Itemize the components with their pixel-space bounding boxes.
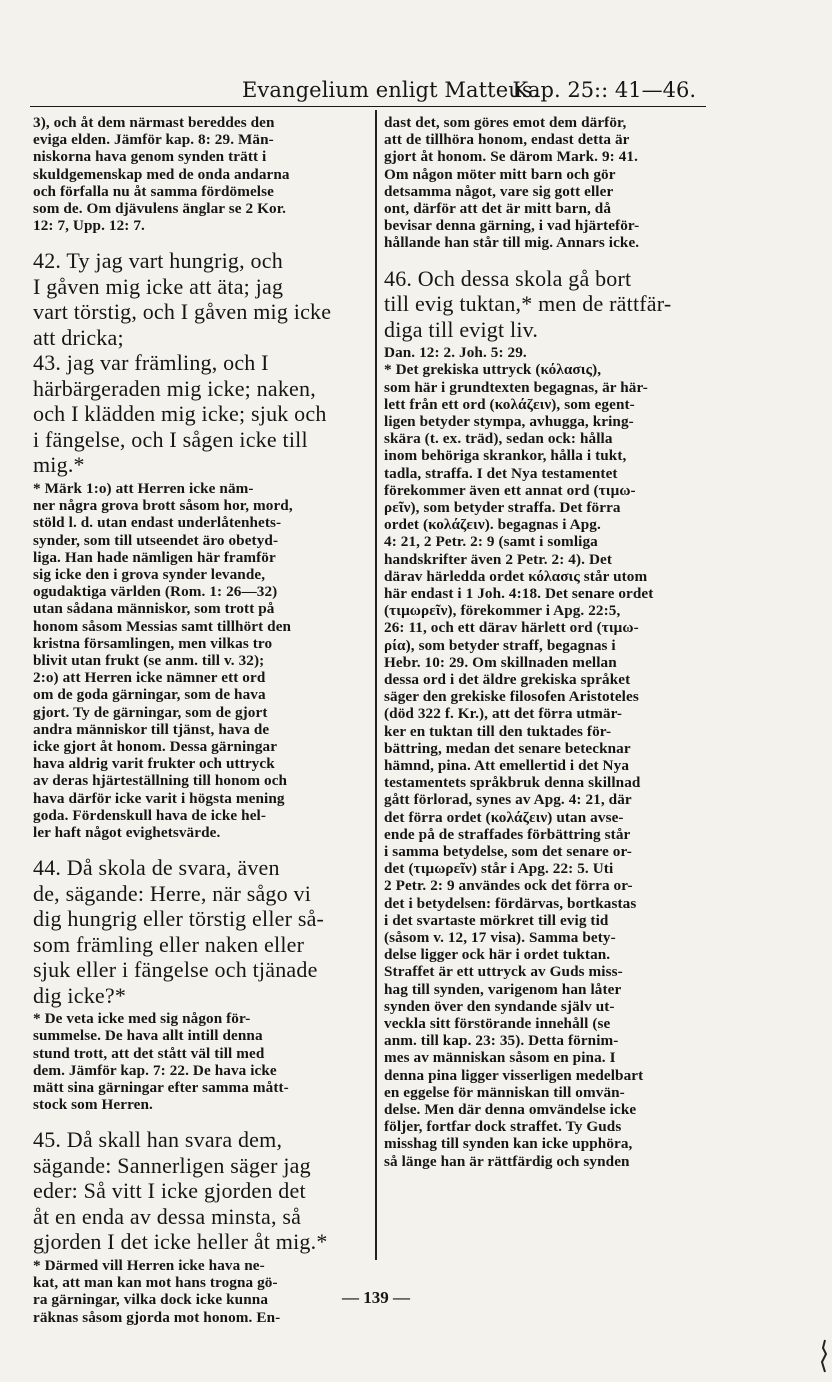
commentary-line: en eggelse för människan till omvän-	[384, 1083, 625, 1101]
commentary-line: utan sådana människor, som trott på	[33, 600, 275, 618]
commentary-line: ρεῖν), som betyder straffa. Det förra	[384, 498, 621, 516]
commentary-line: stock som Herren.	[33, 1096, 153, 1114]
commentary-line: hag till synden, varigenom han låter	[384, 980, 622, 998]
commentary-line: delse ligger ock här i ordet tuktan.	[384, 946, 611, 964]
commentary-line: tadla, straffa. I det Nya testamentet	[384, 464, 618, 482]
commentary-line: Hebr. 10: 29. Om skillnaden mellan	[384, 653, 617, 671]
commentary-line: ogudaktiga världen (Rom. 1: 26—32)	[33, 583, 278, 601]
commentary-line: liga. Han hade nämligen här framför	[33, 548, 276, 566]
commentary-line: niskorna hava genom synden trätt i	[33, 148, 267, 166]
commentary-line: därav härledda ordet κόλασις står utom	[384, 567, 648, 585]
commentary-line: anm. till kap. 23: 35). Detta förnim-	[384, 1032, 619, 1050]
verse-line: I gåven mig icke att äta; jag	[33, 273, 284, 299]
commentary-line: * Därmed vill Herren icke hava ne-	[33, 1256, 265, 1274]
commentary-line: ende på de straffades förbättring står	[384, 825, 631, 843]
commentary-line: ligen betyder stympa, avhugga, kring-	[384, 412, 634, 430]
commentary-line: skära (t. ex. träd), sedan ock: hålla	[384, 430, 613, 448]
commentary-line: 2 Petr. 2: 9 användes ock det förra or-	[384, 877, 633, 895]
commentary-line: 3), och åt dem närmast bereddes den	[33, 114, 275, 131]
commentary-line: hava därför icke varit i högsta mening	[33, 789, 285, 807]
commentary-line: förekommer även ett annat ord (τιμω-	[384, 481, 636, 499]
commentary-line: misshag till synden kan icke upphöra,	[384, 1135, 633, 1153]
commentary-line: testamentets språkbruk denna skillnad	[384, 774, 641, 792]
commentary-line: 2:o) att Herren icke nämner ett ord	[33, 669, 266, 687]
verse-line: 43. jag var främling, och I	[33, 350, 269, 376]
commentary-line: blivit utan frukt (se anm. till v. 32);	[33, 651, 265, 669]
commentary-line: * De veta icke med sig någon för-	[33, 1010, 251, 1028]
verse-line: och I klädden mig icke; sjuk och	[33, 401, 327, 427]
commentary-line: stund trott, att det stått väl till med	[33, 1044, 265, 1062]
right-column	[384, 114, 708, 1170]
commentary-line: hämnd, pina. Att emellertid i det Nya	[384, 757, 630, 774]
commentary-line: kat, att man kan mot hans trogna gö-	[33, 1274, 278, 1292]
commentary-line: honom såsom Messias samt tillhört den	[33, 617, 292, 635]
commentary-line: gjort åt honom. Se därom Mark. 9: 41.	[384, 148, 638, 166]
commentary-line: säger den grekiske filosofen Aristoteles	[384, 688, 639, 706]
commentary-line: gått förlorad, synes av Apg. 4: 21, där	[384, 791, 632, 809]
commentary-line: goda. Fördenskull hava de icke hel-	[33, 806, 267, 824]
commentary-line: och förfalla nu åt samma fördömelse	[33, 182, 274, 200]
commentary-line: detsamma något, vare sig gott eller	[384, 182, 614, 200]
commentary-line: dessa ord i det äldre grekiska språket	[384, 670, 631, 688]
chapter-reference: Kap. 25:: 41—46.	[512, 78, 696, 102]
commentary-line: synden över den syndande själv ut-	[384, 997, 615, 1015]
verse-line: att dricka;	[33, 324, 124, 350]
verse-line: 46. Och dessa skola gå bort	[384, 265, 632, 291]
commentary-line: ordet (κολάζειν). begagnas i Apg.	[384, 516, 601, 534]
commentary-line: ra gärningar, vilka dock icke kunna	[33, 1291, 269, 1309]
left-column	[33, 114, 369, 1326]
commentary-line: summelse. De hava allt intill denna	[33, 1027, 263, 1045]
commentary-line: ρία), som betyder straff, begagnas i	[384, 636, 616, 654]
verse-line: gjorden I det icke heller åt mig.*	[33, 1229, 328, 1255]
verse-line: i fängelse, och I sågen icke till	[33, 426, 308, 452]
verse-line: de, sägande: Herre, när sågo vi	[33, 880, 312, 906]
commentary-line: av deras hjärteställning till honom och	[33, 772, 288, 790]
verse-line: 45. Då skall han svara dem,	[33, 1127, 283, 1153]
commentary-line: bättring, medan det senare betecknar	[384, 739, 631, 757]
scan-edge-mark-icon	[816, 1338, 828, 1374]
commentary-line: det (τιμωρεῖν) står i Apg. 22: 5. Uti	[384, 860, 614, 878]
commentary-line: hållande han står till mig. Annars icke.	[384, 234, 640, 252]
commentary-line: Straffet är ett uttryck av Guds miss-	[384, 963, 623, 981]
commentary-line: 26: 11, och ett därav härlett ord (τιμω-	[384, 619, 639, 637]
commentary-line: dast det, som göres emot dem därför,	[384, 114, 627, 131]
commentary-line: (såsom v. 12, 17 visa). Samma bety-	[384, 929, 616, 947]
commentary-line: kristna församlingen, men vilkas tro	[33, 634, 273, 652]
verse-line: vart törstig, och I gåven mig icke	[33, 299, 332, 325]
commentary-line: hava aldrig varit frukter och uttryck	[33, 755, 275, 773]
commentary-line: andra människor till tjänst, hava de	[33, 720, 270, 738]
commentary-line: Dan. 12: 2. Joh. 5: 29.	[384, 344, 527, 362]
column-divider	[375, 110, 377, 1260]
commentary-line: mes av människan såsom en pina. I	[384, 1049, 616, 1067]
commentary-line: icke gjort åt honom. Dessa gärningar	[33, 737, 278, 755]
commentary-line: 4: 21, 2 Petr. 2: 9 (samt i somliga	[384, 533, 598, 551]
commentary-line: inom behöriga skrankor, hålla i tukt,	[384, 447, 627, 465]
commentary-line: handskrifter även 2 Petr. 2: 4). Det	[384, 550, 613, 568]
commentary-line: följer, fortfar dock straffet. Ty Guds	[384, 1118, 622, 1136]
verse-line: sjuk eller i fängelse och tjänade	[33, 957, 318, 983]
verse-line: sägande: Sannerligen säger jag	[33, 1152, 311, 1178]
verse-line: till evig tuktan,* men de rättfär-	[384, 291, 672, 317]
commentary-line: stöld l. d. utan endast underlåtenhets-	[33, 514, 282, 532]
verse-line: härbärgeraden mig icke; naken,	[33, 375, 316, 401]
commentary-line: * Det grekiska uttryck (κόλασις),	[384, 361, 602, 379]
commentary-line: det förra ordet (κολάζειν) utan avse-	[384, 808, 624, 826]
commentary-line: eviga elden. Jämför kap. 8: 29. Män-	[33, 131, 274, 149]
commentary-line: räknas såsom gjorda mot honom. En-	[33, 1308, 281, 1326]
commentary-line: i det svartaste mörkret till evig tid	[384, 911, 609, 929]
commentary-line: dem. Jämför kap. 7: 22. De hava icke	[33, 1061, 277, 1079]
commentary-line: skuldgemenskap med de onda andarna	[33, 165, 290, 183]
commentary-line: det i betydelsen: fördärvas, bortkastas	[384, 894, 637, 912]
commentary-line: * Märk 1:o) att Herren icke näm-	[33, 479, 254, 497]
commentary-line: mätt sina gärningar efter samma mått-	[33, 1079, 289, 1096]
commentary-line: lett från ett ord (κολάζειν), som egent-	[384, 395, 635, 413]
verse-line: 44. Då skola de svara, även	[33, 855, 280, 881]
commentary-line: som de. Om djävulens änglar se 2 Kor.	[33, 200, 287, 218]
verse-line: eder: Så vitt I icke gjorden det	[33, 1178, 306, 1204]
commentary-line: som här i grundtexten begagnas, är här-	[384, 378, 648, 396]
verse-line: mig.*	[33, 452, 85, 478]
commentary-line: sig icke den i grova synder levande,	[33, 565, 266, 583]
commentary-line: att de tillhöra honom, endast detta är	[384, 131, 630, 149]
commentary-line: denna pina ligger visserligen medelbart	[384, 1066, 644, 1084]
commentary-line: 12: 7, Upp. 12: 7.	[33, 217, 145, 235]
commentary-line: (τιμωρεῖν), förekommer i Apg. 22:5,	[384, 602, 621, 620]
commentary-line: (död 322 f. Kr.), att det förra utmär-	[384, 705, 623, 723]
commentary-line: i samma betydelse, som det senare or-	[384, 843, 632, 861]
running-title: Evangelium enligt Matteus.	[242, 78, 540, 102]
commentary-line: veckla sitt förstörande innehåll (se	[384, 1015, 611, 1033]
commentary-line: här endast i 1 Joh. 4:18. Det senare ordet	[384, 584, 654, 602]
commentary-line: ont, därför att det är mitt barn, då	[384, 200, 612, 218]
commentary-line: Om någon möter mitt barn och gör	[384, 165, 616, 183]
page-number: — 139 —	[342, 1288, 410, 1307]
verse-line: dig hungrig eller törstig eller så-	[33, 906, 325, 932]
commentary-line: gjort. Ty de gärningar, som de gjort	[33, 703, 268, 721]
commentary-line: delse. Men där denna omvändelse icke	[384, 1101, 637, 1119]
commentary-line: ner några grova brott såsom hor, mord,	[33, 497, 293, 515]
commentary-line: ker en tuktan till den tuktades för-	[384, 722, 612, 740]
commentary-line: ler haft något evighetsvärde.	[33, 823, 221, 841]
verse-line: 42. Ty jag vart hungrig, och	[33, 248, 283, 274]
verse-line: åt en enda av dessa minsta, så	[33, 1203, 302, 1229]
verse-line: dig icke?*	[33, 982, 127, 1008]
commentary-line: bevisar denna gärning, i vad hjärteför-	[384, 217, 640, 235]
verse-line: diga till evigt liv.	[384, 316, 539, 342]
page-header	[30, 76, 706, 107]
commentary-line: synder, som till utseendet äro obetyd-	[33, 531, 279, 549]
verse-line: som främling eller naken eller	[33, 931, 305, 957]
commentary-line: om de goda gärningar, som de hava	[33, 686, 266, 704]
commentary-line: så länge han är rättfärdig och synden	[384, 1152, 630, 1170]
